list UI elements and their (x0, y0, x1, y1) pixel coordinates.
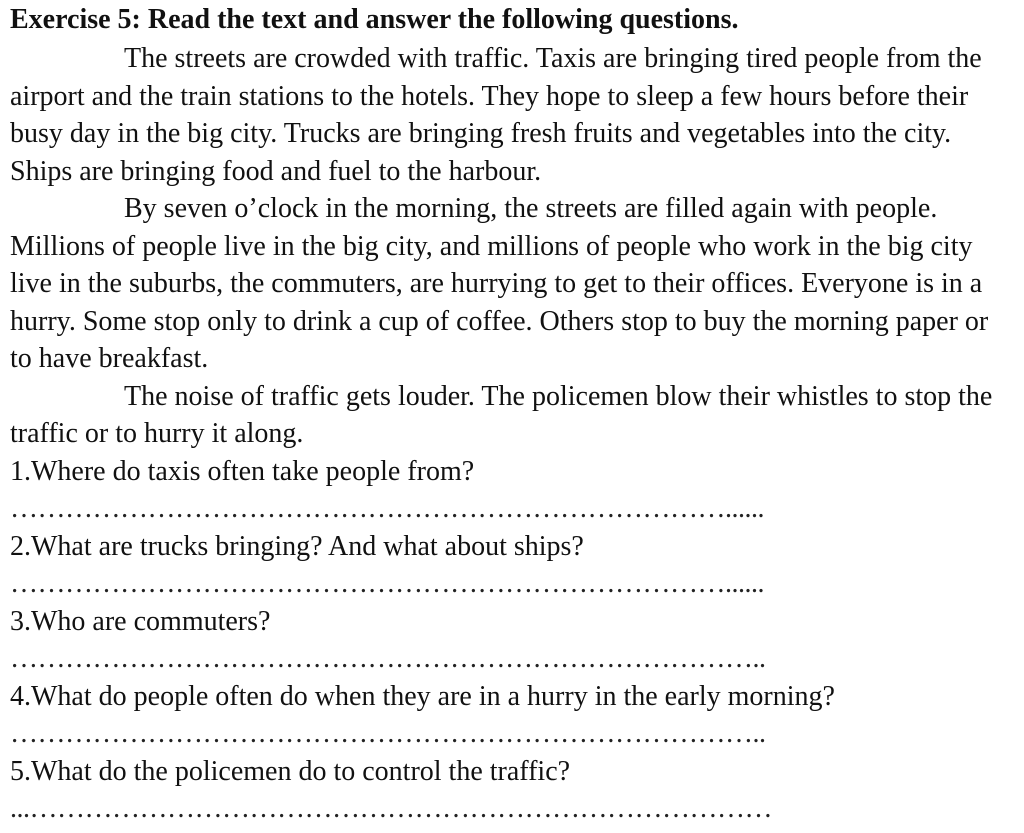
question-item (10, 453, 1010, 528)
question-text: 5.What do the policemen do to control the traffic? (10, 755, 571, 787)
passage-paragraph-1: The streets are crowded with traffic. Taxis are bringing tired people from the airport and the train stations to the hotels. They hope to sleep a few hours before their busy day in the big city. Trucks are bringing fresh fruits and vegetables into the city. Ships are bringing food and fuel to the harbour. (10, 43, 982, 187)
answer-line[interactable]: ……………………………………………………………………...... (10, 492, 764, 524)
question-item (10, 678, 1010, 753)
worksheet (10, 0, 1010, 828)
question-list (10, 453, 1010, 828)
passage-paragraph-2: By seven o’clock in the morning, the streets are filled again with people. Millions of people live in the big city, and millions of people who work in the big city live in the suburbs, the commuters, are hurrying to get to their offices. Everyone is in a hurry. Some stop only to drink a cup of coffee. Others stop to buy the morning paper or to have breakfast. (10, 193, 989, 374)
answer-line[interactable]: ……………………………………………………………………...... (10, 567, 764, 599)
answer-line[interactable]: ……………………………………………………………………….. (10, 717, 766, 749)
reading-passage (10, 40, 1010, 453)
answer-line[interactable]: ……………………………………………………………………….. (10, 642, 766, 674)
question-text: 1.Where do taxis often take people from? (10, 455, 475, 487)
exercise-title: Exercise 5: Read the text and answer the following questions. (10, 4, 739, 35)
passage-paragraph-3: The noise of traffic gets louder. The policemen blow their whistles to stop the traffic or to hurry it along. (10, 380, 993, 449)
answer-line[interactable]: ...……………………………………………………………………… (10, 792, 772, 824)
question-item (10, 603, 1010, 678)
question-text: 2.What are trucks bringing? And what about ships? (10, 530, 584, 562)
question-text: 4.What do people often do when they are in a hurry in the early morning? (10, 680, 835, 712)
question-item (10, 528, 1010, 603)
question-text: 3.Who are commuters? (10, 605, 271, 637)
question-item (10, 753, 1010, 828)
